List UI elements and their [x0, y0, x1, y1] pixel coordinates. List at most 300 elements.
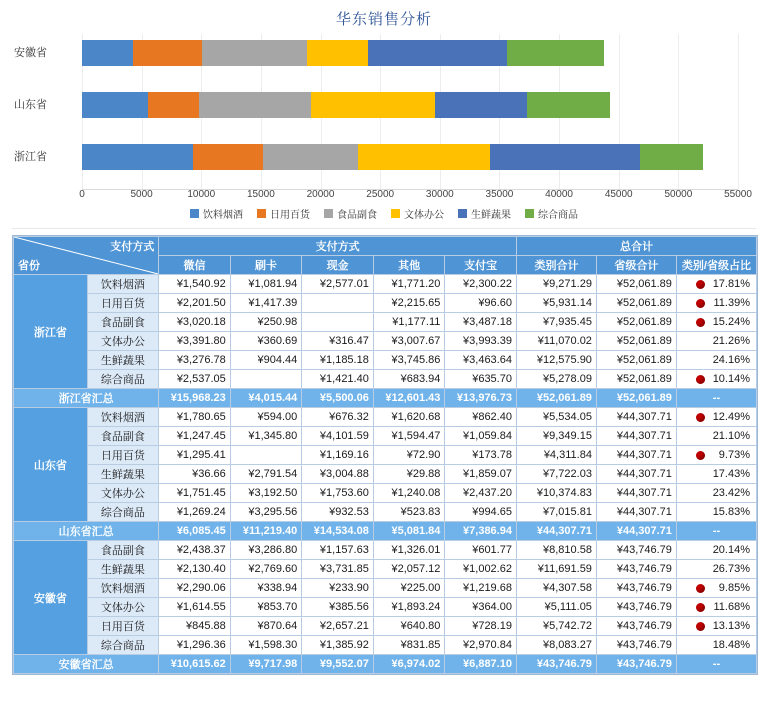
table-row[interactable]	[14, 541, 757, 560]
legend-swatch-icon	[458, 209, 467, 218]
amount-cell: ¥1,417.39	[230, 294, 302, 313]
subtotal-percent: --	[676, 655, 756, 674]
amount-cell: ¥1,219.68	[445, 579, 517, 598]
percent-cell	[676, 503, 756, 522]
amount-cell: ¥994.65	[445, 503, 517, 522]
table-column-header[interactable]: 省级合计	[596, 256, 676, 275]
category-cell[interactable]: 食品副食	[87, 313, 159, 332]
chart-x-tick-label: 20000	[306, 189, 335, 200]
subtotal-total: ¥52,061.89	[516, 389, 596, 408]
category-cell[interactable]: 食品副食	[87, 541, 159, 560]
table-row[interactable]	[14, 617, 757, 636]
chart-bar-group	[14, 140, 738, 174]
percent-cell	[676, 636, 756, 655]
province-cell[interactable]: 浙江省	[14, 275, 88, 389]
chart-x-tick-label: 10000	[187, 189, 216, 200]
table-row[interactable]	[14, 294, 757, 313]
table-row[interactable]	[14, 560, 757, 579]
category-cell[interactable]: 综合商品	[87, 503, 159, 522]
group-header-payment: 支付方式	[159, 237, 517, 256]
table-row[interactable]	[14, 275, 757, 294]
category-total-cell: ¥9,271.29	[516, 275, 596, 294]
chart-bar-segment	[640, 144, 703, 170]
amount-cell: ¥1,157.63	[302, 541, 374, 560]
category-cell[interactable]: 生鲜蔬果	[87, 351, 159, 370]
province-total-cell: ¥52,061.89	[596, 370, 676, 389]
province-total-cell: ¥44,307.71	[596, 427, 676, 446]
chart-bar-group	[14, 88, 738, 122]
amount-cell: ¥1,540.92	[159, 275, 231, 294]
category-total-cell: ¥4,311.84	[516, 446, 596, 465]
subtotal-amount: ¥10,615.62	[159, 655, 231, 674]
percent-cell	[676, 313, 756, 332]
category-cell[interactable]: 综合商品	[87, 636, 159, 655]
chart-plot-area	[14, 34, 738, 189]
subtotal-label: 安徽省汇总	[14, 655, 159, 674]
amount-cell: ¥1,859.07	[445, 465, 517, 484]
amount-cell: ¥364.00	[445, 598, 517, 617]
amount-cell: ¥3,004.88	[302, 465, 374, 484]
corner-top-label: 支付方式	[110, 241, 155, 253]
percent-cell	[676, 294, 756, 313]
subtotal-amount: ¥6,887.10	[445, 655, 517, 674]
category-total-cell: ¥12,575.90	[516, 351, 596, 370]
percent-cell	[676, 598, 756, 617]
amount-cell	[230, 446, 302, 465]
percent-value: 9.73%	[718, 449, 750, 461]
amount-cell: ¥2,300.22	[445, 275, 517, 294]
legend-label: 文体办公	[404, 210, 444, 221]
amount-cell: ¥173.78	[445, 446, 517, 465]
subtotal-total: ¥44,307.71	[596, 522, 676, 541]
alert-dot-icon	[696, 299, 705, 308]
amount-cell: ¥3,295.56	[230, 503, 302, 522]
province-total-cell: ¥43,746.79	[596, 617, 676, 636]
category-total-cell: ¥11,691.59	[516, 560, 596, 579]
category-total-cell: ¥5,742.72	[516, 617, 596, 636]
amount-cell: ¥845.88	[159, 617, 231, 636]
alert-dot-icon	[696, 584, 705, 593]
chart-bar-segment	[435, 92, 527, 118]
legend-label: 综合商品	[538, 210, 578, 221]
amount-cell: ¥2,577.01	[302, 275, 374, 294]
table-row[interactable]	[14, 351, 757, 370]
chart-gridline	[738, 34, 739, 189]
table-group-header-row	[14, 237, 757, 256]
amount-cell: ¥683.94	[373, 370, 445, 389]
amount-cell: ¥29.88	[373, 465, 445, 484]
province-total-cell: ¥43,746.79	[596, 598, 676, 617]
amount-cell: ¥2,657.21	[302, 617, 374, 636]
alert-dot-icon	[696, 603, 705, 612]
amount-cell: ¥233.90	[302, 579, 374, 598]
category-cell[interactable]: 生鲜蔬果	[87, 560, 159, 579]
chart-x-tick-label: 50000	[664, 189, 693, 200]
percent-value: 20.14%	[712, 544, 750, 556]
amount-cell: ¥3,463.64	[445, 351, 517, 370]
amount-cell: ¥360.69	[230, 332, 302, 351]
subtotal-percent: --	[676, 522, 756, 541]
chart-x-tick-label: 45000	[604, 189, 633, 200]
table-row[interactable]	[14, 332, 757, 351]
subtotal-amount: ¥5,500.06	[302, 389, 374, 408]
amount-cell	[302, 294, 374, 313]
amount-cell: ¥1,059.84	[445, 427, 517, 446]
province-total-cell: ¥52,061.89	[596, 351, 676, 370]
category-cell[interactable]: 饮料烟酒	[87, 408, 159, 427]
category-cell[interactable]: 饮料烟酒	[87, 275, 159, 294]
subtotal-amount: ¥9,717.98	[230, 655, 302, 674]
amount-cell: ¥853.70	[230, 598, 302, 617]
chart-category-label: 浙江省	[14, 151, 47, 163]
province-total-cell: ¥43,746.79	[596, 579, 676, 598]
amount-cell: ¥523.83	[373, 503, 445, 522]
category-total-cell: ¥5,278.09	[516, 370, 596, 389]
legend-label: 食品副食	[337, 210, 377, 221]
amount-cell: ¥385.56	[302, 598, 374, 617]
percent-value: 15.24%	[712, 316, 750, 328]
chart-bar-segment	[82, 144, 193, 170]
amount-cell: ¥1,780.65	[159, 408, 231, 427]
alert-dot-icon	[696, 318, 705, 327]
percent-cell	[676, 351, 756, 370]
subtotal-amount: ¥9,552.07	[302, 655, 374, 674]
legend-swatch-icon	[391, 209, 400, 218]
amount-cell: ¥3,020.18	[159, 313, 231, 332]
subtotal-label: 山东省汇总	[14, 522, 159, 541]
amount-cell: ¥2,791.54	[230, 465, 302, 484]
amount-cell: ¥1,185.18	[302, 351, 374, 370]
legend-label: 生鲜蔬果	[471, 210, 511, 221]
percent-cell	[676, 541, 756, 560]
chart-bar-segment	[202, 40, 307, 66]
amount-cell: ¥3,276.78	[159, 351, 231, 370]
amount-cell: ¥1,295.41	[159, 446, 231, 465]
amount-cell: ¥1,177.11	[373, 313, 445, 332]
amount-cell: ¥2,537.05	[159, 370, 231, 389]
amount-cell: ¥1,385.92	[302, 636, 374, 655]
amount-cell: ¥2,769.60	[230, 560, 302, 579]
chart-x-tick-label: 0	[79, 189, 85, 200]
chart-x-tick-label: 5000	[130, 189, 153, 200]
category-total-cell: ¥5,931.14	[516, 294, 596, 313]
chart-legend-item[interactable]	[525, 206, 578, 221]
category-cell[interactable]: 生鲜蔬果	[87, 465, 159, 484]
alert-dot-icon	[696, 413, 705, 422]
chart-bar-segment	[507, 40, 603, 66]
amount-cell: ¥250.98	[230, 313, 302, 332]
percent-cell	[676, 484, 756, 503]
amount-cell: ¥225.00	[373, 579, 445, 598]
category-total-cell: ¥7,015.81	[516, 503, 596, 522]
percent-value: 17.81%	[712, 278, 750, 290]
amount-cell: ¥3,731.85	[302, 560, 374, 579]
table-row[interactable]	[14, 408, 757, 427]
subtotal-row	[14, 522, 757, 541]
table-column-header[interactable]: 支付宝	[445, 256, 517, 275]
province-total-cell: ¥44,307.71	[596, 465, 676, 484]
sales-stacked-bar-chart	[12, 0, 756, 229]
amount-cell: ¥728.19	[445, 617, 517, 636]
chart-bar-segment	[133, 40, 201, 66]
table-column-header[interactable]: 现金	[302, 256, 374, 275]
subtotal-amount: ¥7,386.94	[445, 522, 517, 541]
amount-cell: ¥904.44	[230, 351, 302, 370]
alert-dot-icon	[696, 622, 705, 631]
percent-value: 26.73%	[712, 563, 750, 575]
amount-cell: ¥1,345.80	[230, 427, 302, 446]
province-total-cell: ¥43,746.79	[596, 541, 676, 560]
percent-cell	[676, 560, 756, 579]
category-cell[interactable]: 日用百货	[87, 617, 159, 636]
amount-cell: ¥1,269.24	[159, 503, 231, 522]
percent-value: 11.68%	[713, 601, 750, 613]
amount-cell: ¥1,081.94	[230, 275, 302, 294]
chart-x-tick-label: 55000	[724, 189, 752, 200]
subtotal-label: 浙江省汇总	[14, 389, 159, 408]
category-total-cell: ¥8,083.27	[516, 636, 596, 655]
table-corner-cell	[14, 237, 159, 275]
chart-bar-segment	[490, 144, 640, 170]
amount-cell: ¥1,002.62	[445, 560, 517, 579]
amount-cell: ¥2,215.65	[373, 294, 445, 313]
percent-value: 21.10%	[712, 430, 750, 442]
amount-cell	[230, 370, 302, 389]
amount-cell: ¥2,290.06	[159, 579, 231, 598]
amount-cell: ¥3,487.18	[445, 313, 517, 332]
percent-cell	[676, 332, 756, 351]
amount-cell: ¥1,240.08	[373, 484, 445, 503]
chart-bar-segment	[311, 92, 435, 118]
amount-cell: ¥1,753.60	[302, 484, 374, 503]
amount-cell: ¥831.85	[373, 636, 445, 655]
amount-cell: ¥1,594.47	[373, 427, 445, 446]
category-cell[interactable]: 综合商品	[87, 370, 159, 389]
amount-cell: ¥2,438.37	[159, 541, 231, 560]
table-column-header[interactable]: 类别/省级占比	[676, 256, 756, 275]
chart-bar-segment	[263, 144, 358, 170]
province-total-cell: ¥52,061.89	[596, 313, 676, 332]
amount-cell: ¥96.60	[445, 294, 517, 313]
chart-x-axis	[79, 189, 752, 203]
category-total-cell: ¥11,070.02	[516, 332, 596, 351]
chart-legend	[12, 206, 756, 221]
table-row[interactable]	[14, 484, 757, 503]
category-cell[interactable]: 文体办公	[87, 332, 159, 351]
amount-cell: ¥635.70	[445, 370, 517, 389]
table-row[interactable]	[14, 370, 757, 389]
amount-cell: ¥338.94	[230, 579, 302, 598]
category-total-cell: ¥5,534.05	[516, 408, 596, 427]
table-row[interactable]	[14, 427, 757, 446]
legend-swatch-icon	[324, 209, 333, 218]
percent-value: 18.48%	[712, 639, 750, 651]
percent-cell	[676, 617, 756, 636]
category-cell[interactable]: 文体办公	[87, 598, 159, 617]
category-cell[interactable]: 文体办公	[87, 484, 159, 503]
subtotal-amount: ¥15,968.23	[159, 389, 231, 408]
table-column-header[interactable]: 刷卡	[230, 256, 302, 275]
chart-x-tick-label: 15000	[247, 189, 275, 200]
amount-cell	[302, 313, 374, 332]
amount-cell: ¥601.77	[445, 541, 517, 560]
subtotal-amount: ¥11,219.40	[230, 522, 302, 541]
amount-cell: ¥2,437.20	[445, 484, 517, 503]
subtotal-amount: ¥4,015.44	[230, 389, 302, 408]
chart-legend-item[interactable]	[324, 206, 377, 221]
amount-cell: ¥870.64	[230, 617, 302, 636]
chart-category-label: 山东省	[14, 99, 47, 111]
chart-x-tick-label: 40000	[545, 189, 573, 200]
province-cell[interactable]: 山东省	[14, 408, 88, 522]
subtotal-amount: ¥13,976.73	[445, 389, 517, 408]
pivot-table	[13, 236, 757, 674]
chart-bar-segment	[307, 40, 368, 66]
amount-cell: ¥1,751.45	[159, 484, 231, 503]
chart-legend-item[interactable]	[257, 206, 310, 221]
chart-bar-segment	[148, 92, 199, 118]
table-row[interactable]	[14, 598, 757, 617]
percent-value: 24.16%	[712, 354, 750, 366]
amount-cell: ¥2,130.40	[159, 560, 231, 579]
chart-legend-item[interactable]	[190, 206, 243, 221]
subtotal-amount: ¥6,085.45	[159, 522, 231, 541]
category-cell[interactable]: 日用百货	[87, 446, 159, 465]
amount-cell: ¥2,970.84	[445, 636, 517, 655]
percent-value: 13.13%	[712, 620, 750, 632]
percent-cell	[676, 465, 756, 484]
amount-cell: ¥1,421.40	[302, 370, 374, 389]
chart-bar-segment	[193, 144, 264, 170]
subtotal-total: ¥44,307.71	[516, 522, 596, 541]
alert-dot-icon	[696, 375, 705, 384]
province-total-cell: ¥44,307.71	[596, 484, 676, 503]
amount-cell: ¥3,007.67	[373, 332, 445, 351]
table-row[interactable]	[14, 503, 757, 522]
subtotal-total: ¥43,746.79	[596, 655, 676, 674]
chart-legend-item[interactable]	[458, 206, 511, 221]
amount-cell: ¥1,771.20	[373, 275, 445, 294]
percent-value: 17.43%	[712, 468, 750, 480]
amount-cell: ¥1,247.45	[159, 427, 231, 446]
amount-cell: ¥594.00	[230, 408, 302, 427]
legend-swatch-icon	[525, 209, 534, 218]
chart-x-tick-label: 25000	[366, 189, 395, 200]
amount-cell: ¥3,993.39	[445, 332, 517, 351]
percent-cell	[676, 275, 756, 294]
subtotal-amount: ¥14,534.08	[302, 522, 374, 541]
amount-cell: ¥1,169.16	[302, 446, 374, 465]
category-cell[interactable]: 饮料烟酒	[87, 579, 159, 598]
subtotal-row	[14, 655, 757, 674]
amount-cell: ¥2,057.12	[373, 560, 445, 579]
percent-cell	[676, 370, 756, 389]
subtotal-amount: ¥12,601.43	[373, 389, 445, 408]
percent-value: 11.39%	[713, 297, 750, 309]
province-total-cell: ¥52,061.89	[596, 294, 676, 313]
legend-swatch-icon	[257, 209, 266, 218]
amount-cell: ¥2,201.50	[159, 294, 231, 313]
table-row[interactable]	[14, 636, 757, 655]
percent-cell	[676, 579, 756, 598]
amount-cell: ¥3,745.86	[373, 351, 445, 370]
category-total-cell: ¥8,810.58	[516, 541, 596, 560]
category-total-cell: ¥7,722.03	[516, 465, 596, 484]
table-body	[14, 275, 757, 674]
chart-legend-item[interactable]	[391, 206, 444, 221]
amount-cell: ¥862.40	[445, 408, 517, 427]
amount-cell: ¥36.66	[159, 465, 231, 484]
province-total-cell: ¥44,307.71	[596, 408, 676, 427]
percent-value: 23.42%	[712, 487, 750, 499]
percent-value: 21.26%	[712, 335, 750, 347]
amount-cell: ¥676.32	[302, 408, 374, 427]
category-cell[interactable]: 食品副食	[87, 427, 159, 446]
chart-bar-segment	[368, 40, 507, 66]
table-row[interactable]	[14, 446, 757, 465]
table-column-header[interactable]: 类别合计	[516, 256, 596, 275]
amount-cell: ¥1,614.55	[159, 598, 231, 617]
chart-bar-segment	[358, 144, 490, 170]
legend-label: 饮料烟酒	[203, 210, 243, 221]
chart-bar-segment	[527, 92, 611, 118]
amount-cell: ¥4,101.59	[302, 427, 374, 446]
category-total-cell: ¥9,349.15	[516, 427, 596, 446]
chart-category-label: 安徽省	[14, 47, 47, 59]
subtotal-percent: --	[676, 389, 756, 408]
percent-value: 12.49%	[712, 411, 750, 423]
table-row[interactable]	[14, 313, 757, 332]
chart-x-tick-label: 35000	[485, 189, 514, 200]
amount-cell: ¥316.47	[302, 332, 374, 351]
amount-cell: ¥1,598.30	[230, 636, 302, 655]
legend-swatch-icon	[190, 209, 199, 218]
table-column-header[interactable]: 其他	[373, 256, 445, 275]
chart-bar-segment	[199, 92, 311, 118]
subtotal-total: ¥43,746.79	[516, 655, 596, 674]
table-row[interactable]	[14, 465, 757, 484]
category-total-cell: ¥7,935.45	[516, 313, 596, 332]
chart-bar-segment	[82, 40, 133, 66]
chart-title: 华东销售分析	[335, 11, 432, 28]
pivot-table-container	[12, 235, 758, 675]
category-total-cell: ¥4,307.58	[516, 579, 596, 598]
amount-cell: ¥3,286.80	[230, 541, 302, 560]
province-total-cell: ¥52,061.89	[596, 275, 676, 294]
table-column-header[interactable]: 微信	[159, 256, 231, 275]
amount-cell: ¥3,192.50	[230, 484, 302, 503]
alert-dot-icon	[696, 451, 705, 460]
legend-label: 日用百货	[270, 210, 310, 221]
province-cell[interactable]: 安徽省	[14, 541, 88, 655]
category-cell[interactable]: 日用百货	[87, 294, 159, 313]
province-total-cell: ¥52,061.89	[596, 332, 676, 351]
percent-cell	[676, 427, 756, 446]
table-row[interactable]	[14, 579, 757, 598]
category-total-cell: ¥5,111.05	[516, 598, 596, 617]
corner-bottom-label: 省份	[18, 260, 40, 272]
group-header-grandtotal: 总合计	[516, 237, 756, 256]
subtotal-row	[14, 389, 757, 408]
province-total-cell: ¥43,746.79	[596, 636, 676, 655]
percent-value: 10.14%	[712, 373, 750, 385]
category-total-cell: ¥10,374.83	[516, 484, 596, 503]
amount-cell: ¥3,391.80	[159, 332, 231, 351]
percent-cell	[676, 408, 756, 427]
province-total-cell: ¥44,307.71	[596, 503, 676, 522]
amount-cell: ¥932.53	[302, 503, 374, 522]
chart-bar-segment	[82, 92, 148, 118]
